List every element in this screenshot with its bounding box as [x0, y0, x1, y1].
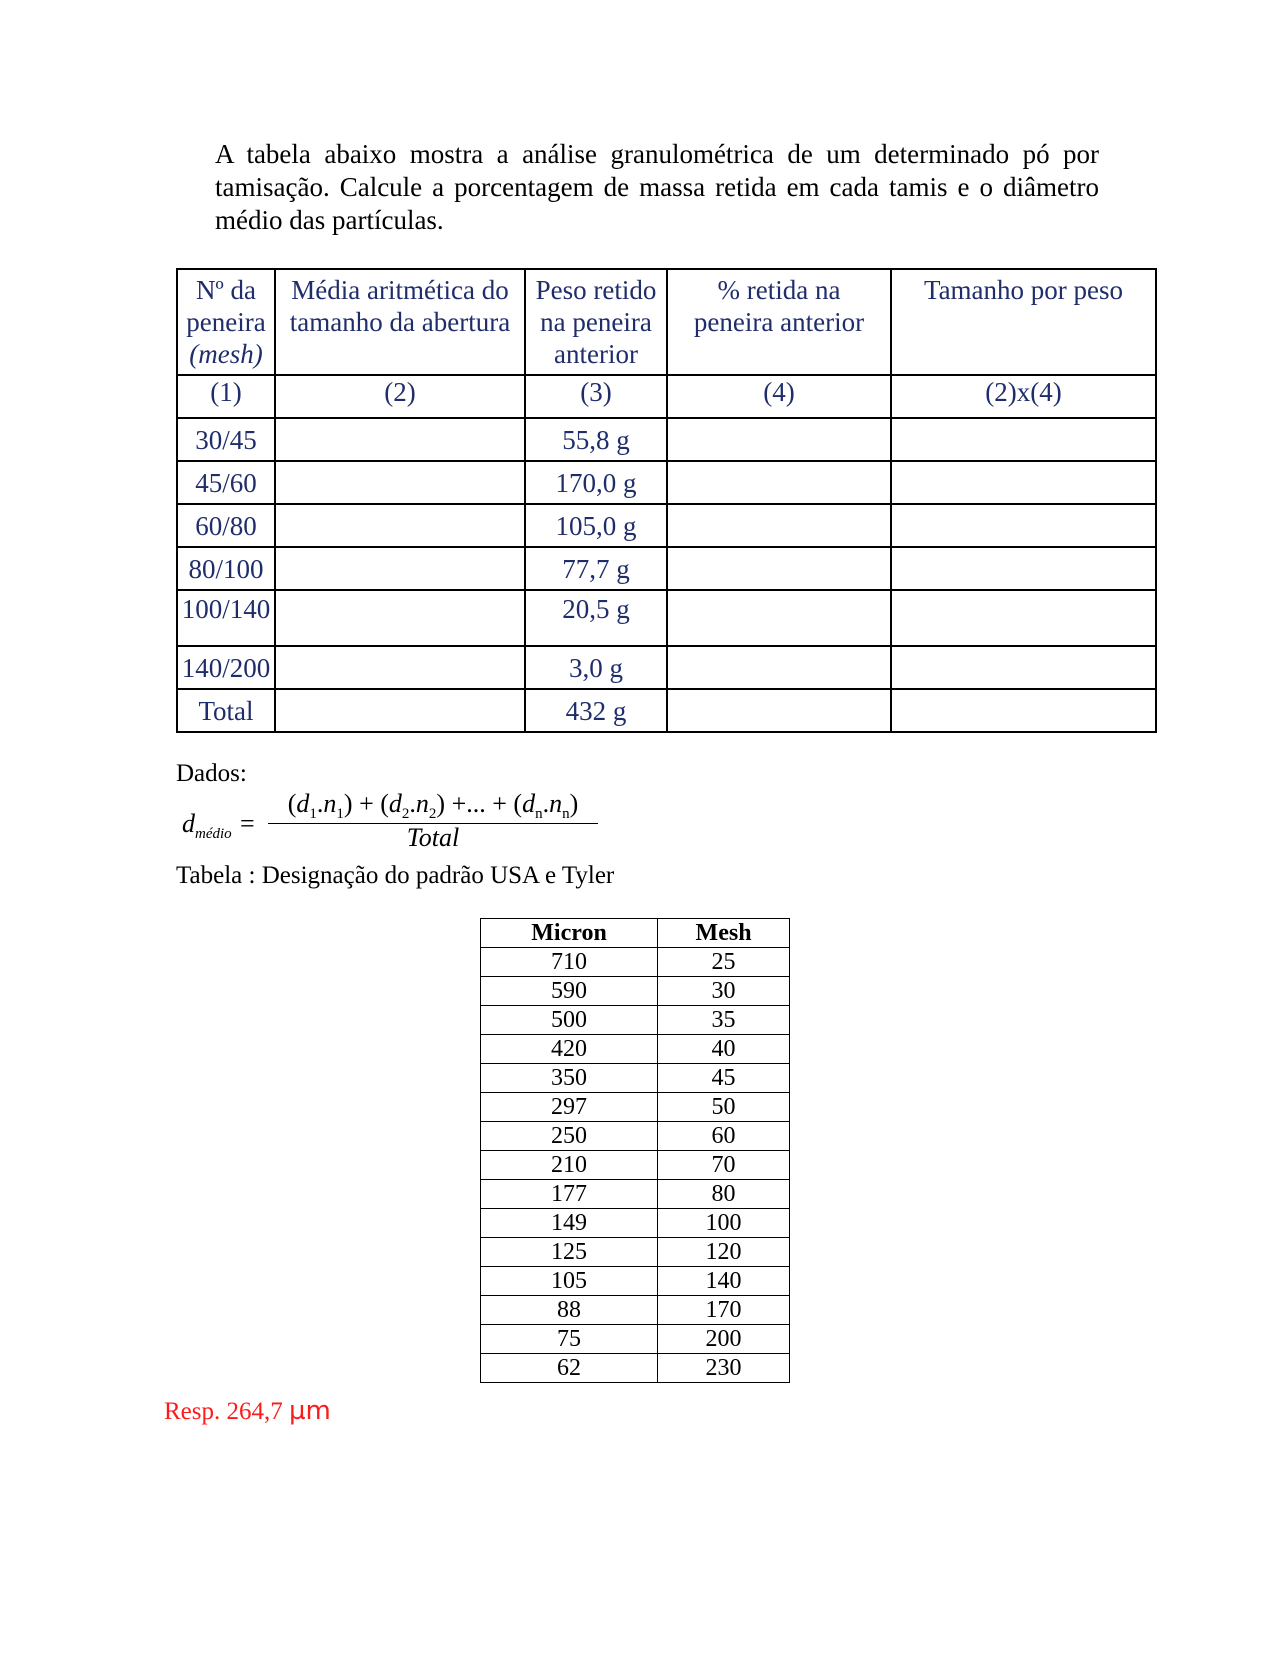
ref-row — [481, 1354, 790, 1383]
total-label: Total — [177, 689, 275, 732]
formula-equals: = — [240, 809, 255, 838]
header-row — [177, 269, 1156, 375]
ref-header-micron: Micron — [481, 919, 658, 948]
empty-cell — [275, 418, 525, 461]
mesh-cell: 200 — [658, 1325, 790, 1354]
micron-cell: 250 — [481, 1122, 658, 1151]
ref-row — [481, 1035, 790, 1064]
column-number: (4) — [667, 375, 891, 418]
empty-cell — [275, 689, 525, 732]
mesh-cell: 80 — [658, 1180, 790, 1209]
ref-row — [481, 977, 790, 1006]
average-diameter-formula — [176, 789, 616, 863]
table-row — [177, 646, 1156, 689]
total-weight: 432 g — [525, 689, 667, 732]
mesh-cell: 25 — [658, 948, 790, 977]
mesh-cell: 50 — [658, 1093, 790, 1122]
micron-cell: 297 — [481, 1093, 658, 1122]
empty-cell — [275, 590, 525, 646]
mesh-cell: 170 — [658, 1296, 790, 1325]
mesh-cell: 100 — [658, 1209, 790, 1238]
empty-cell — [891, 646, 1156, 689]
empty-cell — [667, 418, 891, 461]
header-average-size: Média aritmética do tamanho da abertura — [275, 269, 525, 375]
weight-cell: 77,7 g — [525, 547, 667, 590]
usa-tyler-reference-table — [480, 918, 790, 1383]
empty-cell — [275, 504, 525, 547]
empty-cell — [667, 689, 891, 732]
micron-cell: 420 — [481, 1035, 658, 1064]
reference-table-caption: Tabela : Designação do padrão USA e Tyler — [176, 862, 615, 889]
weight-cell: 55,8 g — [525, 418, 667, 461]
total-row — [177, 689, 1156, 732]
micron-cell: 149 — [481, 1209, 658, 1238]
answer-unit: µm — [289, 1396, 331, 1426]
mesh-cell: 140 — [658, 1267, 790, 1296]
mesh-cell: 60/80 — [177, 504, 275, 547]
column-number: (1) — [177, 375, 275, 418]
ref-row — [481, 1006, 790, 1035]
empty-cell — [891, 504, 1156, 547]
ref-row — [481, 1151, 790, 1180]
mesh-cell: 30/45 — [177, 418, 275, 461]
table-row — [177, 590, 1156, 646]
micron-cell: 75 — [481, 1325, 658, 1354]
empty-cell — [667, 504, 891, 547]
empty-cell — [275, 646, 525, 689]
empty-cell — [891, 590, 1156, 646]
empty-cell — [275, 461, 525, 504]
table-row — [177, 461, 1156, 504]
ref-row — [481, 1180, 790, 1209]
ref-row — [481, 948, 790, 977]
ref-row — [481, 1325, 790, 1354]
formula-lhs: $d_{médio}$ — [182, 809, 232, 843]
mesh-cell: 70 — [658, 1151, 790, 1180]
empty-cell — [891, 461, 1156, 504]
ref-header-mesh: Mesh — [658, 919, 790, 948]
column-number: (2)x(4) — [891, 375, 1156, 418]
header-percent-retained: % retida na peneira anterior — [667, 269, 891, 375]
micron-cell: 210 — [481, 1151, 658, 1180]
empty-cell — [667, 461, 891, 504]
mesh-cell: 35 — [658, 1006, 790, 1035]
table-row — [177, 418, 1156, 461]
micron-cell: 62 — [481, 1354, 658, 1383]
micron-cell: 88 — [481, 1296, 658, 1325]
empty-cell — [891, 418, 1156, 461]
ref-header-row — [481, 919, 790, 948]
weight-cell: 170,0 g — [525, 461, 667, 504]
intro-paragraph: A tabela abaixo mostra a análise granulométrica de um determinado pó por tamisação. Calcule a porcentagem de massa retida em cada tamis e o diâmetro médio das partículas. — [215, 139, 1099, 235]
mesh-cell: 60 — [658, 1122, 790, 1151]
header-weight-retained: Peso retido na peneira anterior — [525, 269, 667, 375]
weight-cell: 105,0 g — [525, 504, 667, 547]
mesh-cell: 40 — [658, 1035, 790, 1064]
ref-row — [481, 1093, 790, 1122]
mesh-cell: 120 — [658, 1238, 790, 1267]
table-row — [177, 547, 1156, 590]
mesh-cell: 45 — [658, 1064, 790, 1093]
ref-row — [481, 1238, 790, 1267]
header-size-by-weight: Tamanho por peso — [891, 269, 1156, 375]
micron-cell: 105 — [481, 1267, 658, 1296]
weight-cell: 20,5 g — [525, 590, 667, 646]
micron-cell: 350 — [481, 1064, 658, 1093]
empty-cell — [667, 646, 891, 689]
data-label: Dados: — [176, 760, 247, 787]
ref-row — [481, 1267, 790, 1296]
granulometry-table — [176, 268, 1157, 733]
micron-cell: 177 — [481, 1180, 658, 1209]
table-row — [177, 504, 1156, 547]
weight-cell: 3,0 g — [525, 646, 667, 689]
column-number-row — [177, 375, 1156, 418]
mesh-cell: 30 — [658, 977, 790, 1006]
mesh-cell: 230 — [658, 1354, 790, 1383]
mesh-cell: 100/140 — [177, 590, 275, 646]
empty-cell — [667, 547, 891, 590]
mesh-cell: 45/60 — [177, 461, 275, 504]
ref-row — [481, 1064, 790, 1093]
empty-cell — [891, 689, 1156, 732]
mesh-cell: 140/200 — [177, 646, 275, 689]
column-number: (2) — [275, 375, 525, 418]
empty-cell — [891, 547, 1156, 590]
answer-text: Resp. 264,7 µm — [164, 1396, 331, 1426]
micron-cell: 710 — [481, 948, 658, 977]
micron-cell: 500 — [481, 1006, 658, 1035]
micron-cell: 125 — [481, 1238, 658, 1267]
formula-denominator: Total — [406, 823, 460, 852]
formula-numerator: $(d_1.n_1) + (d_2.n_2)$ +... + $(d_n.n_n)$ — [287, 789, 579, 823]
micron-cell: 590 — [481, 977, 658, 1006]
mesh-cell: 80/100 — [177, 547, 275, 590]
empty-cell — [275, 547, 525, 590]
header-mesh: Nº da peneira (mesh) — [177, 269, 275, 375]
ref-row — [481, 1122, 790, 1151]
empty-cell — [667, 590, 891, 646]
ref-row — [481, 1296, 790, 1325]
ref-row — [481, 1209, 790, 1238]
column-number: (3) — [525, 375, 667, 418]
